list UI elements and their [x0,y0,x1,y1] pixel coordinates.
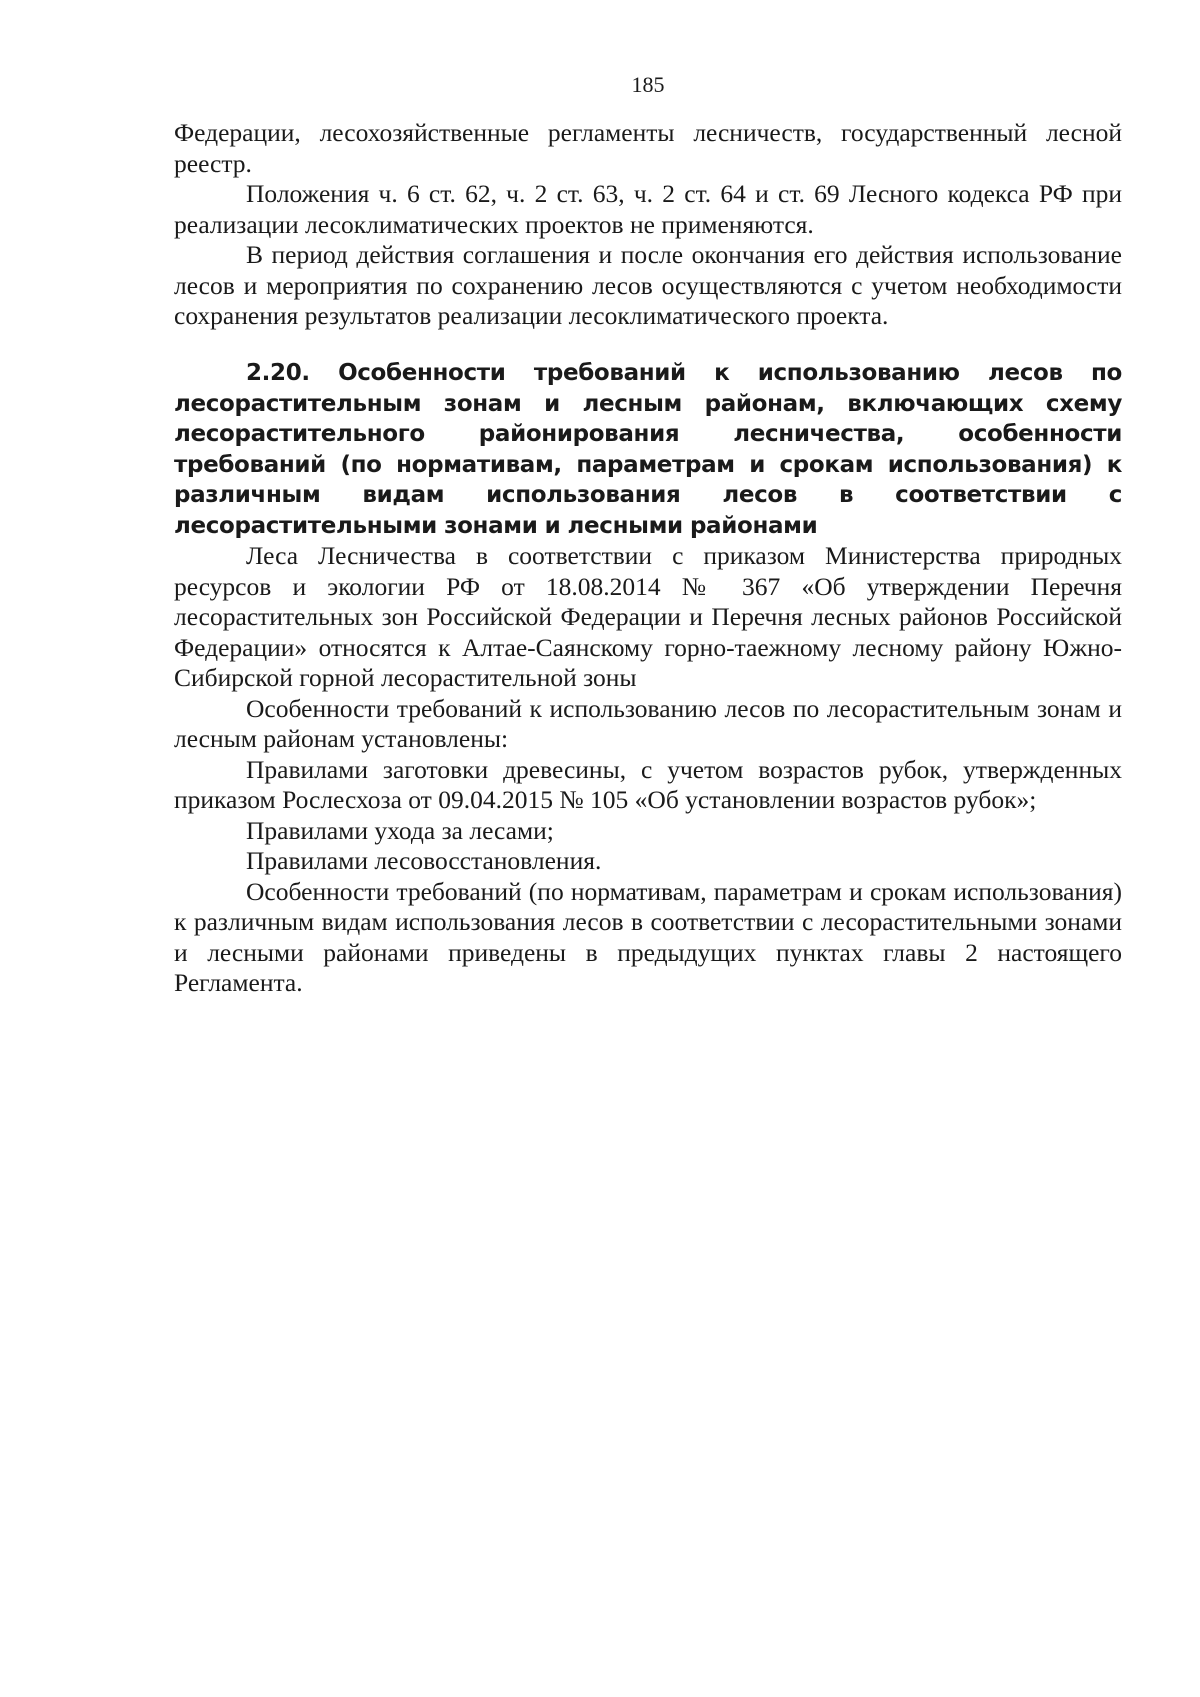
paragraph-continuation: Федерации, лесохозяйственные регламенты лесничеств, государственный лесной реестр. [174,118,1122,178]
paragraph: Леса Лесничества в соответствии с приказом Министерства природных ресурсов и экологии РФ от 18.08.2014 № 367 «Об утверждении Перечня лесорастительных зон Российской Федерации и Перечня лесных районов Российской Федерации» относятся к Алтае-Саянскому горно-таежному лесному району Южно-Сибирской горной лесорастительной зоны [174,541,1122,692]
paragraph: Положения ч. 6 ст. 62, ч. 2 ст. 63, ч. 2 ст. 64 и ст. 69 Лесного кодекса РФ при реализации лесоклиматических проектов не применяются. [174,179,1122,239]
section-heading: 2.20. Особенности требований к использованию лесов по лесорастительным зонам и лесным районам, включающих схему лесорастительного районирования лесничества, особенности требований (по нормативам, параметрам и срокам использования) к различным видам использования лесов в соответствии с лесорастительными зонами и лесными районами [174,360,1122,539]
paragraph: Правилами лесовосстановления. [246,846,602,875]
intro-text-block [174,118,1122,332]
paragraph: Правилами заготовки древесины, с учетом возрастов рубок, утвержденных приказом Рослесхоза от 09.04.2015 № 105 «Об установлении возрастов рубок»; [174,754,1122,814]
paragraph: Особенности требований к использованию лесов по лесорастительным зонам и лесным районам установлены: [174,693,1122,753]
paragraph: Правилами ухода за лесами; [246,815,554,845]
section-text-block [174,541,1122,999]
paragraph: В период действия соглашения и после окончания его действия использование лесов и мероприятия по сохранению лесов осуществляются с учетом необходимости сохранения результатов реализации лесоклиматического проекта. [174,240,1122,330]
page-number: 185 [631,72,665,97]
paragraph: Особенности требований (по нормативам, параметрам и срокам использования) к различным видам использования лесов в соответствии с лесорастительными зонами и лесными районами приведены в предыдущих пунктах главы 2 настоящего Регламента. [174,876,1122,997]
